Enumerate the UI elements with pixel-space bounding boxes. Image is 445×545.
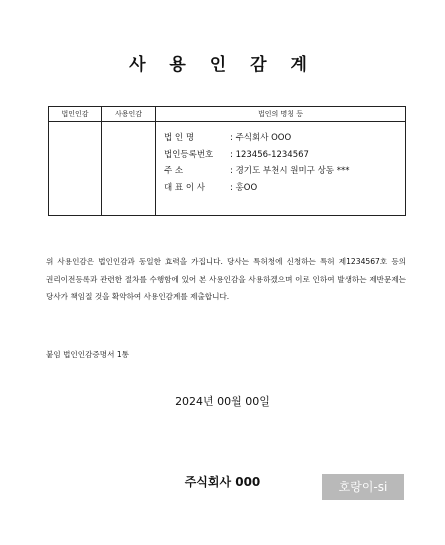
info-value: : 홍OO [230, 182, 258, 193]
header-corporate-seal: 법인인감 [49, 107, 102, 122]
info-label: 법인등록번호 [164, 149, 214, 160]
info-value: : 경기도 부천시 원미구 상동 *** [230, 166, 350, 176]
corporate-seal-box [49, 122, 102, 216]
info-label: 대 표 이 사 [164, 182, 205, 193]
info-label: 주 소 [164, 166, 184, 176]
info-value: : 123456-1234567 [230, 149, 309, 160]
usage-seal-box [102, 122, 156, 216]
info-label: 법 인 명 [164, 133, 195, 143]
seal-table-body [49, 122, 406, 216]
watermark: 호랑이-si [322, 474, 404, 500]
info-row-address [164, 163, 405, 180]
seal-table [48, 106, 406, 216]
attachment-note: 붙임 법인인감증명서 1통 [46, 350, 130, 359]
info-row-company-name [164, 130, 405, 147]
info-row-registration-number [164, 147, 405, 164]
header-usage-seal: 사용인감 [102, 107, 156, 122]
info-value: : 주식회사 OOO [230, 133, 292, 143]
document-title: 사 용 인 감 계 [129, 55, 316, 75]
corporate-info-cell [156, 122, 406, 216]
document-date: 2024년 00월 00일 [175, 395, 270, 408]
company-name: 주식회사 000 [184, 475, 261, 489]
header-corporate-info: 법인의 명칭 등 [156, 107, 406, 122]
seal-table-header [49, 107, 406, 122]
declaration-paragraph: 위 사용인감은 법인인감과 동일한 효력을 가집니다. 당사는 특허청에 신청하는 특허 제1234567호 등의 권리이전등록과 관련한 절차를 수행함에 있어 본 사용인감을 사용하겠으며 이로 인하여 발생하는 제반문제는 당사가 책임질 것을 확약하여 사용인감계를 제출합니다. [46, 257, 406, 301]
info-row-ceo [164, 180, 405, 197]
